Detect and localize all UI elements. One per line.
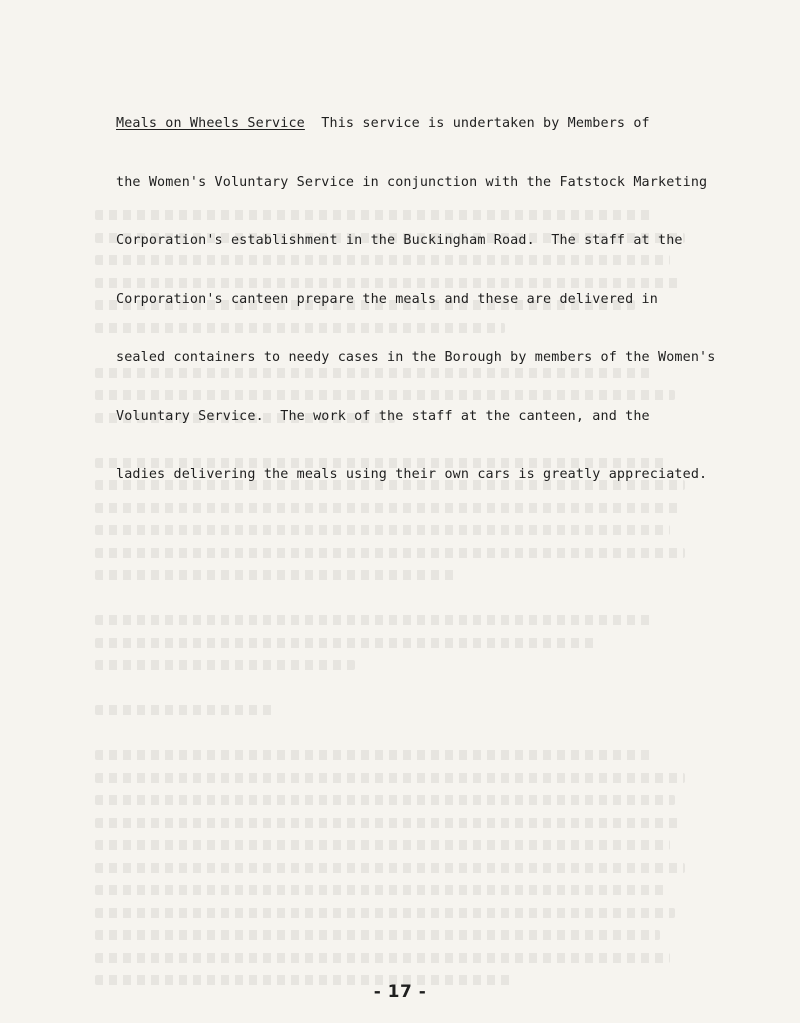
paragraph-first-line: [116, 114, 776, 134]
heading-tail-text: This service is undertaken by Members of: [304, 116, 650, 131]
meals-on-wheels-paragraph: [116, 75, 776, 524]
section-heading: Meals on Wheels Service: [116, 116, 305, 131]
paragraph-line: Corporation's establishment in the Buckingham Road. The staff at the: [116, 233, 683, 248]
paragraph-line: ladies delivering the meals using their own cars is greatly appreciated.: [116, 467, 708, 482]
page-number: - 17 -: [373, 982, 427, 1002]
paragraph-line: the Women's Voluntary Service in conjunction with the Fatstock Marketing: [116, 174, 708, 190]
paragraph-line: Voluntary Service. The work of the staff at the canteen, and the: [116, 408, 650, 424]
paragraph-line: sealed containers to needy cases in the Borough by members of the Women's: [116, 350, 716, 365]
paragraph-line: Corporation's canteen prepare the meals and these are delivered in: [116, 291, 658, 307]
